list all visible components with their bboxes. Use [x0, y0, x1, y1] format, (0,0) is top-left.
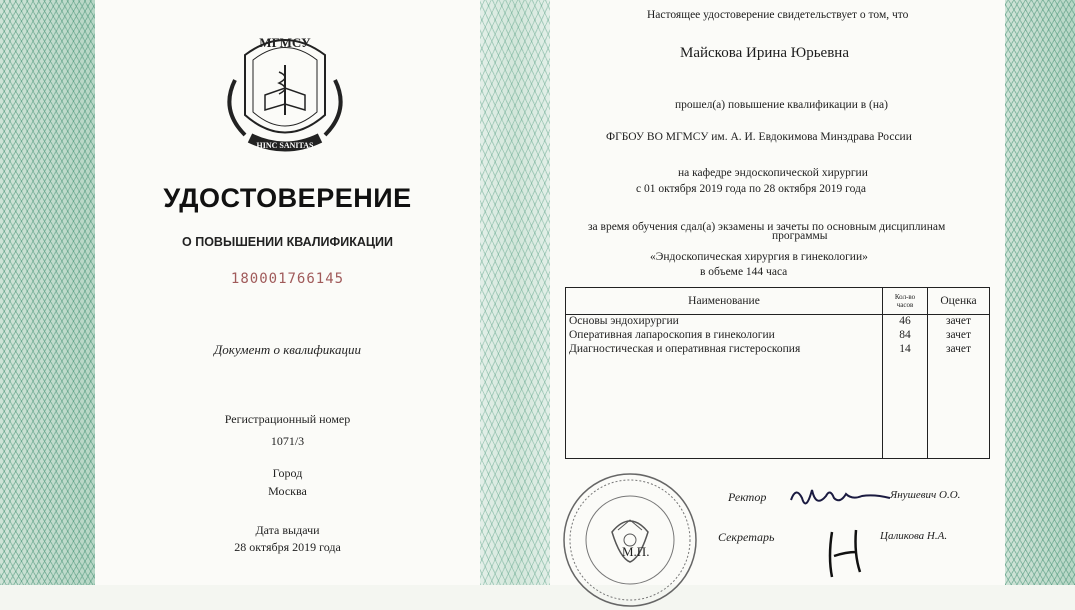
program-name: «Эндоскопическая хирургия в гинекологии»	[650, 251, 868, 263]
subject-hours: 84	[883, 329, 928, 343]
header-hours: Кол-во часов	[883, 288, 928, 315]
subjects-table	[565, 287, 990, 459]
table-row	[566, 329, 990, 343]
subject-grade: зачет	[928, 343, 990, 357]
header-name: Наименование	[566, 288, 883, 315]
left-page	[95, 0, 480, 585]
table-empty-space	[566, 357, 990, 459]
guilloche-border-left	[0, 0, 95, 585]
secretary-name: Цаликова Н.А.	[880, 530, 948, 542]
secretary-signature-icon	[820, 522, 870, 582]
passed-text: прошел(а) повышение квалификации в (на)	[675, 99, 888, 111]
stamp-label: М.П.	[622, 544, 650, 559]
emblem-top-text: МГМСУ	[259, 35, 311, 50]
issue-date-value: 28 октября 2019 года	[234, 540, 341, 554]
registration-label: Регистрационный номер	[224, 412, 351, 426]
official-seal-icon	[560, 470, 700, 610]
holder-full-name: Майскова Ирина Юрьевна	[680, 45, 849, 61]
table-row	[566, 343, 990, 357]
issue-date-label: Дата выдачи	[255, 523, 320, 537]
registration-number: 1071/3	[270, 434, 305, 448]
subject-hours: 46	[883, 315, 928, 330]
document-subtitle: О ПОВЫШЕНИИ КВАЛИФИКАЦИИ	[182, 235, 393, 249]
city-label: Город	[272, 466, 303, 480]
guilloche-border-center	[480, 0, 550, 585]
exams-text: за время обучения сдал(а) экзамены и зачеты по основным дисциплинам	[588, 221, 946, 233]
institution-name: ФГБОУ ВО МГМСУ им. А. И. Евдокимова Минздрава России	[606, 131, 912, 143]
header-grade: Оценка	[928, 288, 990, 315]
subject-name: Диагностическая и оперативная гистероскопия	[566, 343, 883, 357]
rector-signature-icon	[786, 478, 896, 518]
emblem-bottom-text: HINC SANITAS	[256, 141, 314, 150]
document-type: Документ о квалификации	[214, 342, 361, 357]
document-number: 180001766145	[230, 271, 345, 287]
subject-name: Основы эндохирургии	[566, 315, 883, 330]
caduceus-book-emblem-icon	[205, 20, 365, 170]
program-volume: в объеме 144 часа	[700, 266, 788, 278]
subject-name: Оперативная лапароскопия в гинекологии	[566, 329, 883, 343]
department-text: на кафедре эндоскопической хирургии	[678, 167, 868, 179]
city-value: Москва	[268, 484, 307, 498]
table-row	[566, 315, 990, 330]
subject-hours: 14	[883, 343, 928, 357]
subject-grade: зачет	[928, 315, 990, 330]
document-title: УДОСТОВЕРЕНИЕ	[163, 183, 412, 213]
right-page	[550, 0, 1005, 585]
rector-name: Янушевич О.О.	[890, 489, 961, 501]
exams-text-program: программы	[772, 230, 828, 242]
guilloche-border-right	[1005, 0, 1075, 585]
intro-text: Настоящее удостоверение свидетельствует о том, что	[647, 9, 909, 21]
study-period: с 01 октября 2019 года по 28 октября 2019 года	[636, 183, 866, 195]
rector-label: Ректор	[728, 490, 767, 504]
subject-grade: зачет	[928, 329, 990, 343]
table-header-row	[566, 288, 990, 315]
secretary-label: Секретарь	[718, 530, 775, 544]
